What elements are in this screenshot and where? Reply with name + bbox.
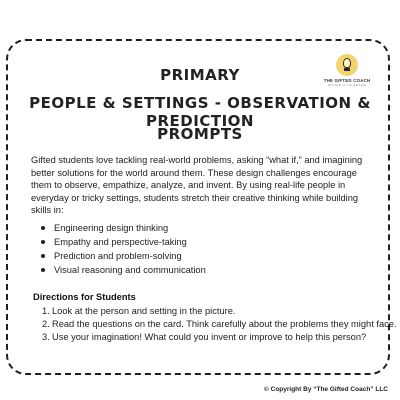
skill-item: Empathy and perspective-taking bbox=[41, 235, 206, 249]
logo-name: THE GIFTED COACH bbox=[323, 78, 371, 83]
skill-item: Engineering design thinking bbox=[41, 221, 206, 235]
bullet-icon bbox=[41, 268, 45, 272]
directions-list bbox=[42, 305, 397, 345]
direction-step: 2. Read the questions on the card. Think carefully about the problems they might face. bbox=[42, 319, 397, 330]
title-main: PEOPLE & SETTINGS - OBSERVATION & PREDICTION bbox=[29, 94, 371, 130]
copyright-notice: © Copyright By “The Gifted Coach” LLC bbox=[264, 386, 388, 393]
title-prompts: PROMPTS bbox=[157, 125, 243, 143]
skills-list bbox=[41, 221, 206, 277]
gifted-coach-logo bbox=[317, 54, 377, 98]
skill-item: Visual reasoning and communication bbox=[41, 263, 206, 277]
bullet-icon bbox=[41, 240, 45, 244]
bullet-icon bbox=[41, 226, 45, 230]
lightbulb-icon bbox=[336, 54, 358, 76]
bullet-icon bbox=[41, 254, 45, 258]
title-level: PRIMARY bbox=[160, 66, 240, 84]
logo-tagline: GIFTED & TALENTED bbox=[327, 83, 367, 87]
direction-step: 1. Look at the person and setting in the picture. bbox=[42, 306, 236, 316]
intro-paragraph: Gifted students love tackling real-world problems, asking “what if,” and imagining better solutions for the world around them. These design challenges encourage them to observe, empathize, analyze, and invent. By using real-life people in everyday or tricky settings, students stretch their creative thinking while building skills in: bbox=[31, 155, 363, 216]
direction-step: 3. Use your imagination! What could you invent or improve to help this person? bbox=[42, 332, 367, 343]
skill-item: Prediction and problem-solving bbox=[41, 249, 206, 263]
directions-heading: Directions for Students bbox=[33, 292, 136, 302]
